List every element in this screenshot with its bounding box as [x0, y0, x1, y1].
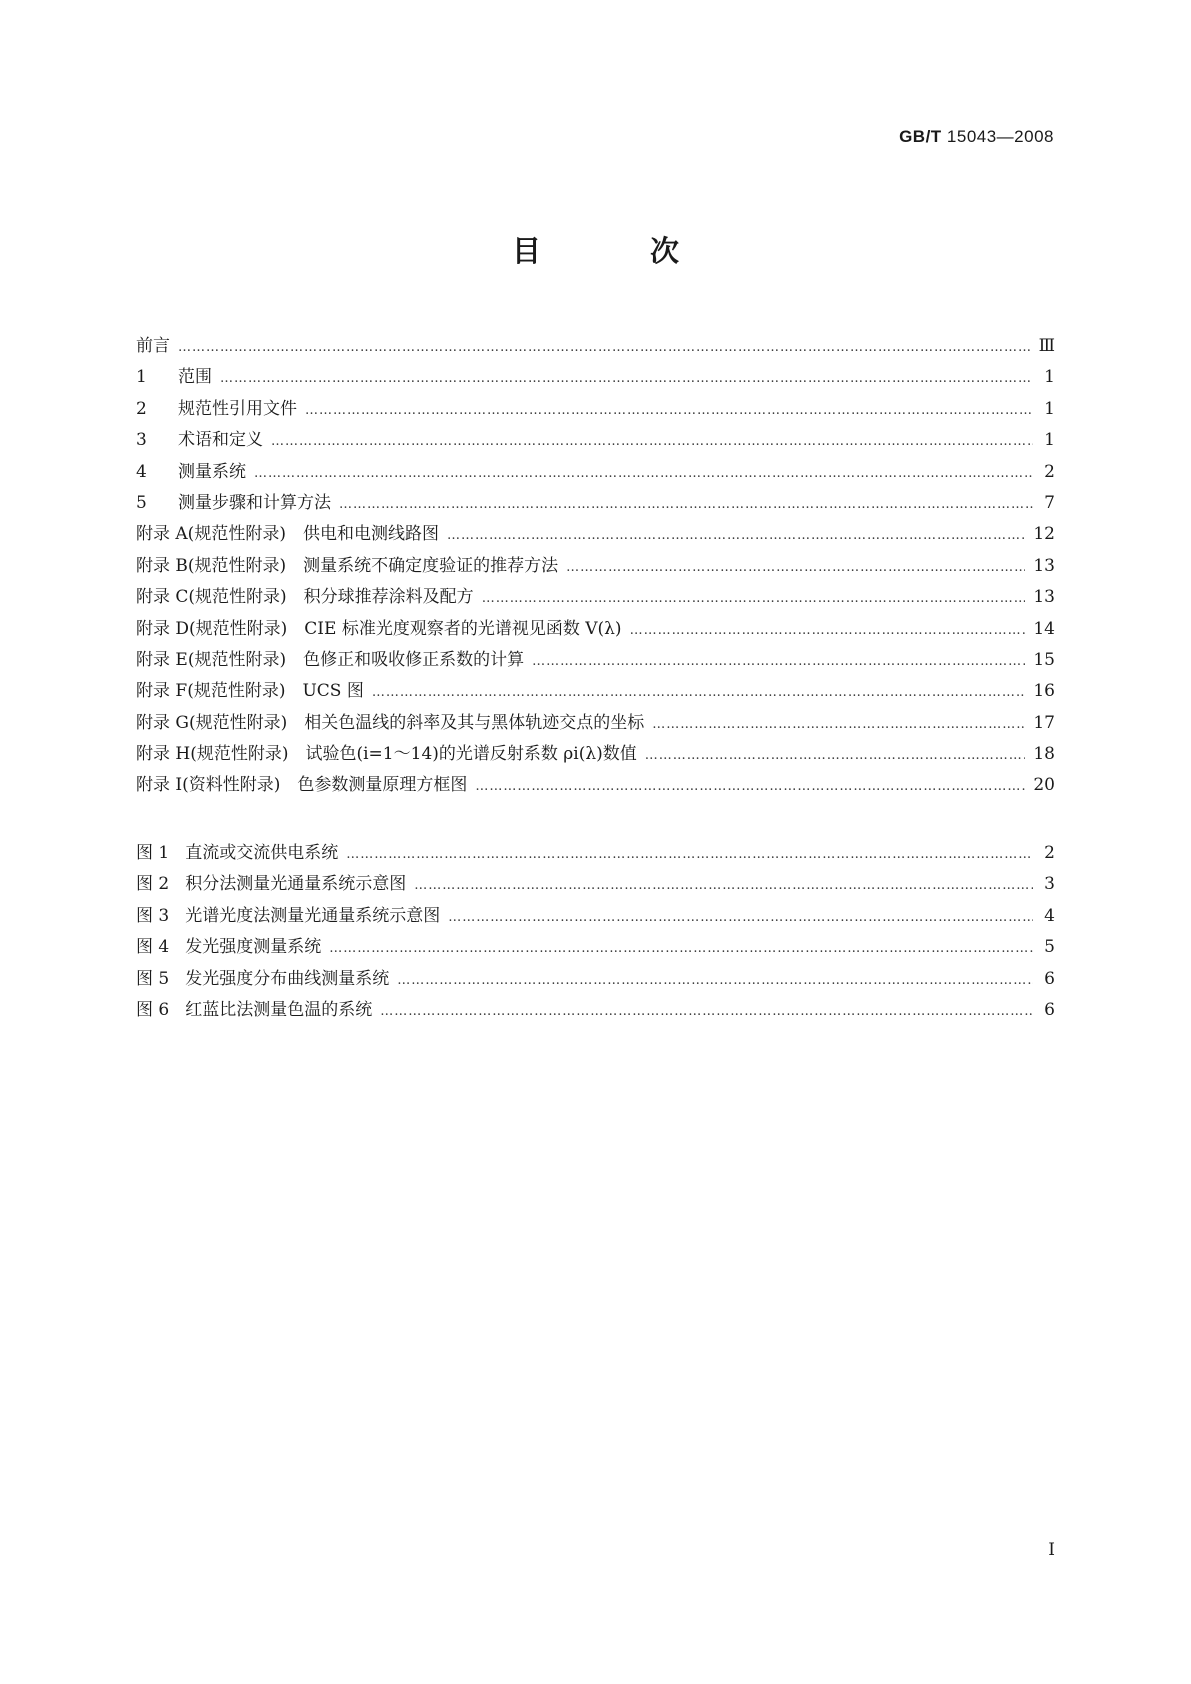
figure-entry-page: 4 [1044, 905, 1055, 926]
standard-prefix: GB/T [899, 127, 942, 146]
toc-entry-text: 附录 I(资料性附录) 色参数测量原理方框图 [136, 775, 468, 796]
table-of-contents [136, 331, 1055, 802]
figure-entry-number: 图 5 [136, 968, 170, 989]
leader-dots [339, 497, 1033, 512]
toc-entry-number: 4 [136, 461, 147, 482]
toc-entry-text: 术语和定义 [178, 430, 263, 451]
page-number: I [1048, 1540, 1055, 1560]
toc-entry-label [136, 770, 475, 795]
leader-dots [482, 591, 1026, 606]
toc-entry-page: 16 [1033, 681, 1055, 702]
toc-entry-text: 附录 B(规范性附录) 测量系统不确定度验证的推荐方法 [136, 555, 559, 576]
leader-dots [220, 371, 1033, 386]
figure-entry-text: 发光强度测量系统 [185, 937, 322, 958]
toc-entry[interactable] [136, 739, 1055, 770]
figure-entry-text: 积分法测量光通量系统示意图 [185, 874, 407, 895]
toc-entry-page: Ⅲ [1038, 336, 1055, 356]
toc-entry-text: 附录 F(规范性附录) UCS 图 [136, 681, 364, 702]
leader-dots [178, 340, 1031, 355]
toc-entry[interactable] [136, 519, 1055, 550]
figure-entry-text: 光谱光度法测量光通量系统示意图 [185, 905, 441, 926]
toc-entry[interactable] [136, 362, 1055, 393]
toc-entry-label [136, 457, 254, 482]
toc-entry-page: 13 [1033, 587, 1055, 608]
figure-entry-number: 图 3 [136, 905, 170, 926]
toc-entry-text: 前言 [136, 336, 170, 356]
toc-entry[interactable] [136, 488, 1055, 519]
toc-entry-label [136, 394, 305, 419]
toc-entry-label [136, 676, 372, 701]
leader-dots [271, 434, 1033, 449]
toc-entry-page: 1 [1044, 430, 1055, 451]
toc-entry-page: 15 [1033, 649, 1055, 670]
toc-entry-page: 1 [1044, 367, 1055, 388]
leader-dots [652, 717, 1025, 732]
list-of-figures [136, 838, 1055, 1026]
toc-entry-label [136, 708, 652, 733]
toc-entry-label [136, 425, 271, 450]
leader-dots [630, 623, 1026, 638]
figure-entry[interactable] [136, 995, 1055, 1026]
toc-entry[interactable] [136, 582, 1055, 613]
figure-entry-label [136, 964, 397, 989]
leader-dots [329, 941, 1033, 956]
toc-entry[interactable] [136, 676, 1055, 707]
toc-title: 目 次 [511, 234, 719, 268]
figure-entry-label [136, 838, 346, 863]
figure-entry[interactable] [136, 932, 1055, 963]
toc-entry-number: 5 [136, 492, 147, 513]
figure-entry-page: 6 [1044, 968, 1055, 989]
toc-entry-label [136, 488, 339, 513]
leader-dots [380, 1004, 1033, 1019]
toc-entry[interactable] [136, 425, 1055, 456]
toc-entry-text: 测量步骤和计算方法 [178, 492, 331, 513]
figure-entry-label [136, 932, 329, 957]
toc-entry-page: 1 [1044, 398, 1055, 419]
toc-entry-text: 附录 A(规范性附录) 供电和电测线路图 [136, 524, 439, 545]
toc-entry[interactable] [136, 770, 1055, 801]
toc-entry[interactable] [136, 331, 1055, 362]
leader-dots [448, 910, 1033, 925]
toc-entry-page: 17 [1033, 712, 1055, 733]
toc-entry-label [136, 519, 447, 544]
toc-entry[interactable] [136, 614, 1055, 645]
toc-entry-text: 附录 E(规范性附录) 色修正和吸收修正系数的计算 [136, 649, 525, 670]
toc-entry-text: 附录 H(规范性附录) 试验色(i=1～14)的光谱反射系数 ρi(λ)数值 [136, 744, 637, 765]
figure-entry-page: 6 [1044, 999, 1055, 1020]
toc-entry-page: 12 [1033, 524, 1055, 545]
leader-dots [645, 748, 1026, 763]
standard-number: 15043—2008 [946, 127, 1054, 146]
leader-dots [447, 528, 1025, 543]
figure-entry[interactable] [136, 869, 1055, 900]
leader-dots [414, 878, 1033, 893]
toc-entry-label [136, 582, 482, 607]
figure-entry-text: 红蓝比法测量色温的系统 [185, 999, 373, 1020]
toc-entry-label [136, 551, 566, 576]
leader-dots [254, 466, 1033, 481]
toc-entry-page: 20 [1033, 775, 1055, 796]
figure-entry[interactable] [136, 901, 1055, 932]
toc-entry[interactable] [136, 457, 1055, 488]
figure-entry-page: 2 [1044, 843, 1055, 863]
figure-entry[interactable] [136, 838, 1055, 869]
leader-dots [532, 654, 1025, 669]
toc-entry-label [136, 614, 630, 639]
figure-entry-text: 发光强度分布曲线测量系统 [185, 968, 390, 989]
toc-entry-text: 范围 [178, 367, 212, 388]
toc-entry-label [136, 739, 645, 764]
toc-entry-label [136, 331, 178, 356]
toc-entry-page: 7 [1044, 492, 1055, 513]
figure-entry-label [136, 901, 448, 926]
toc-entry-text: 附录 D(规范性附录) CIE 标准光度观察者的光谱视见函数 V(λ) [136, 618, 622, 639]
toc-entry[interactable] [136, 708, 1055, 739]
figure-entry-page: 5 [1044, 937, 1055, 958]
toc-entry-page: 2 [1044, 461, 1055, 482]
standard-code [899, 127, 1054, 147]
toc-entry-text: 附录 C(规范性附录) 积分球推荐涂料及配方 [136, 587, 474, 608]
leader-dots [475, 779, 1025, 794]
toc-entry[interactable] [136, 645, 1055, 676]
toc-entry-text: 附录 G(规范性附录) 相关色温线的斜率及其与黑体轨迹交点的坐标 [136, 712, 645, 733]
figure-entry-number: 图 6 [136, 999, 170, 1020]
leader-dots [305, 403, 1033, 418]
toc-entry-page: 18 [1033, 744, 1055, 765]
figure-entry-text: 直流或交流供电系统 [185, 843, 339, 863]
figure-entry-number: 图 1 [136, 843, 170, 863]
figure-entry[interactable] [136, 964, 1055, 995]
toc-entry-label [136, 362, 220, 387]
leader-dots [372, 685, 1026, 700]
toc-entry-number: 3 [136, 430, 147, 451]
toc-entry-text: 规范性引用文件 [178, 398, 297, 419]
figure-entry-number: 图 4 [136, 937, 170, 958]
toc-entry-page: 13 [1033, 555, 1055, 576]
toc-entry[interactable] [136, 551, 1055, 582]
toc-entry-number: 1 [136, 367, 147, 388]
toc-entry-text: 测量系统 [178, 461, 246, 482]
toc-entry-number: 2 [136, 398, 147, 419]
leader-dots [397, 973, 1033, 988]
toc-entry-label [136, 645, 532, 670]
toc-entry[interactable] [136, 394, 1055, 425]
figure-entry-number: 图 2 [136, 874, 170, 895]
leader-dots [566, 560, 1025, 575]
toc-entry-page: 14 [1033, 618, 1055, 639]
figure-entry-page: 3 [1044, 874, 1055, 895]
leader-dots [346, 847, 1033, 862]
figure-entry-label [136, 869, 414, 894]
figure-entry-label [136, 995, 380, 1020]
